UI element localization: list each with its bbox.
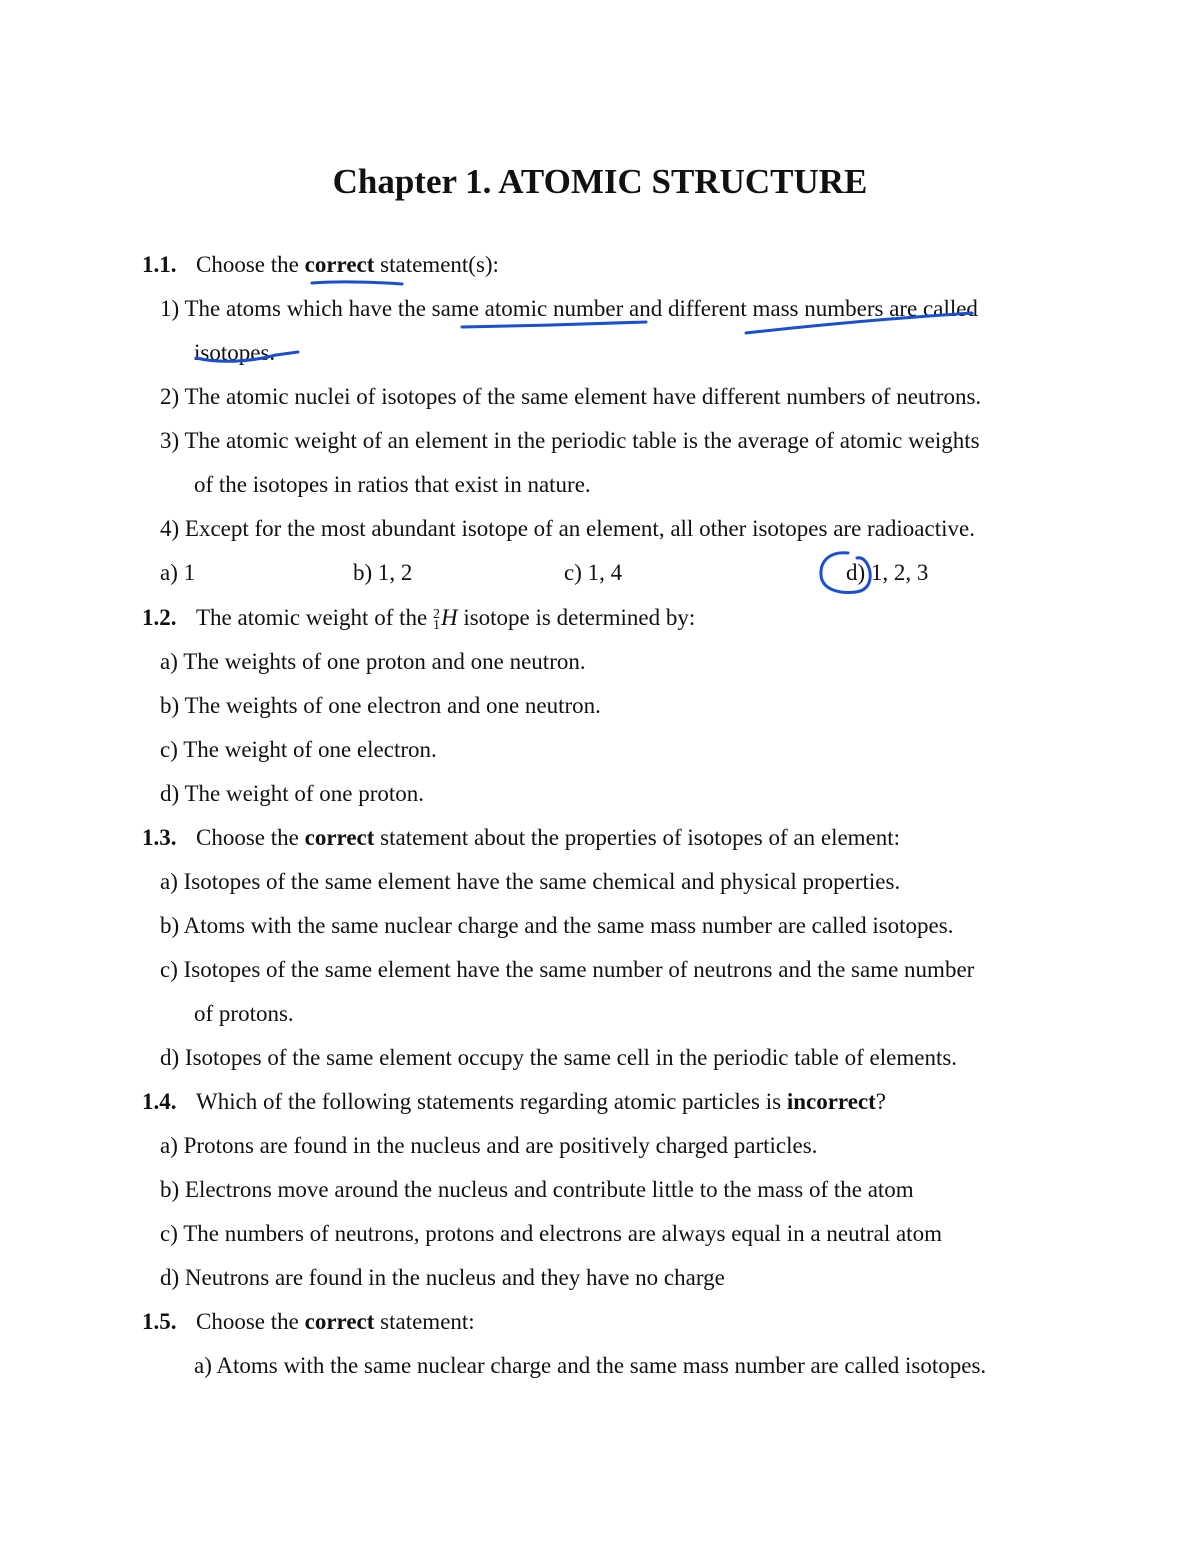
question-1-3: 1.3. Choose the correct statement about the properties of isotopes of an element: bbox=[142, 823, 900, 853]
isotope-notation: 2 1 bbox=[432, 606, 440, 633]
statement-1-line-2: isotopes. bbox=[194, 340, 276, 365]
statement-1-line-1: 1) The atoms which have the same atomic number and different mass numbers are called bbox=[160, 296, 978, 321]
option-c-line-1: c) Isotopes of the same element have the same number of neutrons and the same number bbox=[160, 957, 975, 982]
question-number: 1.5. bbox=[142, 1309, 177, 1334]
question-1-5: 1.5. Choose the correct statement: bbox=[142, 1307, 475, 1337]
option-c: c) 1, 4 bbox=[564, 560, 623, 585]
option-b: b) Atoms with the same nuclear charge and the same mass number are called isotopes. bbox=[160, 913, 954, 938]
question-number: 1.3. bbox=[142, 825, 177, 850]
question-1-4: 1.4. Which of the following statements regarding atomic particles is incorrect? bbox=[142, 1087, 886, 1117]
option-a: a) Isotopes of the same element have the same chemical and physical properties. bbox=[160, 869, 901, 894]
question-number: 1.4. bbox=[142, 1089, 177, 1114]
page-title: Chapter 1. ATOMIC STRUCTURE bbox=[332, 162, 868, 201]
statement-4: 4) Except for the most abundant isotope of an element, all other isotopes are radioactive. bbox=[160, 516, 975, 541]
underline-correct bbox=[312, 282, 402, 284]
option-a: a) Atoms with the same nuclear charge and the same mass number are called isotopes. bbox=[194, 1353, 987, 1378]
question-1-1: 1.1. Choose the correct statement(s): bbox=[142, 250, 499, 280]
option-d: d) Isotopes of the same element occupy the same cell in the periodic table of elements. bbox=[160, 1045, 958, 1070]
question-number: 1.2. bbox=[142, 605, 177, 630]
option-b: b) Electrons move around the nucleus and contribute little to the mass of the atom bbox=[160, 1177, 914, 1202]
option-a: a) Protons are found in the nucleus and are positively charged particles. bbox=[160, 1133, 818, 1158]
option-c: c) The weight of one electron. bbox=[160, 737, 437, 762]
question-number: 1.1. bbox=[142, 252, 177, 277]
statement-3-line-2: of the isotopes in ratios that exist in nature. bbox=[194, 472, 591, 497]
option-a: a) The weights of one proton and one neutron. bbox=[160, 649, 586, 674]
option-c-line-2: of protons. bbox=[194, 1001, 294, 1026]
option-b: b) The weights of one electron and one neutron. bbox=[160, 693, 601, 718]
statement-2: 2) The atomic nuclei of isotopes of the same element have different numbers of neutrons. bbox=[160, 384, 982, 409]
question-1-2: 1.2. The atomic weight of the 2 1H isotope is determined by: bbox=[142, 605, 696, 633]
option-a: a) 1 bbox=[160, 560, 196, 585]
option-d: d) 1, 2, 3 bbox=[846, 560, 929, 585]
option-b: b) 1, 2 bbox=[353, 560, 413, 585]
option-c: c) The numbers of neutrons, protons and electrons are always equal in a neutral atom bbox=[160, 1221, 942, 1246]
option-d: d) Neutrons are found in the nucleus and they have no charge bbox=[160, 1265, 725, 1290]
option-d: d) The weight of one proton. bbox=[160, 781, 425, 806]
statement-3-line-1: 3) The atomic weight of an element in the periodic table is the average of atomic weights bbox=[160, 428, 980, 453]
